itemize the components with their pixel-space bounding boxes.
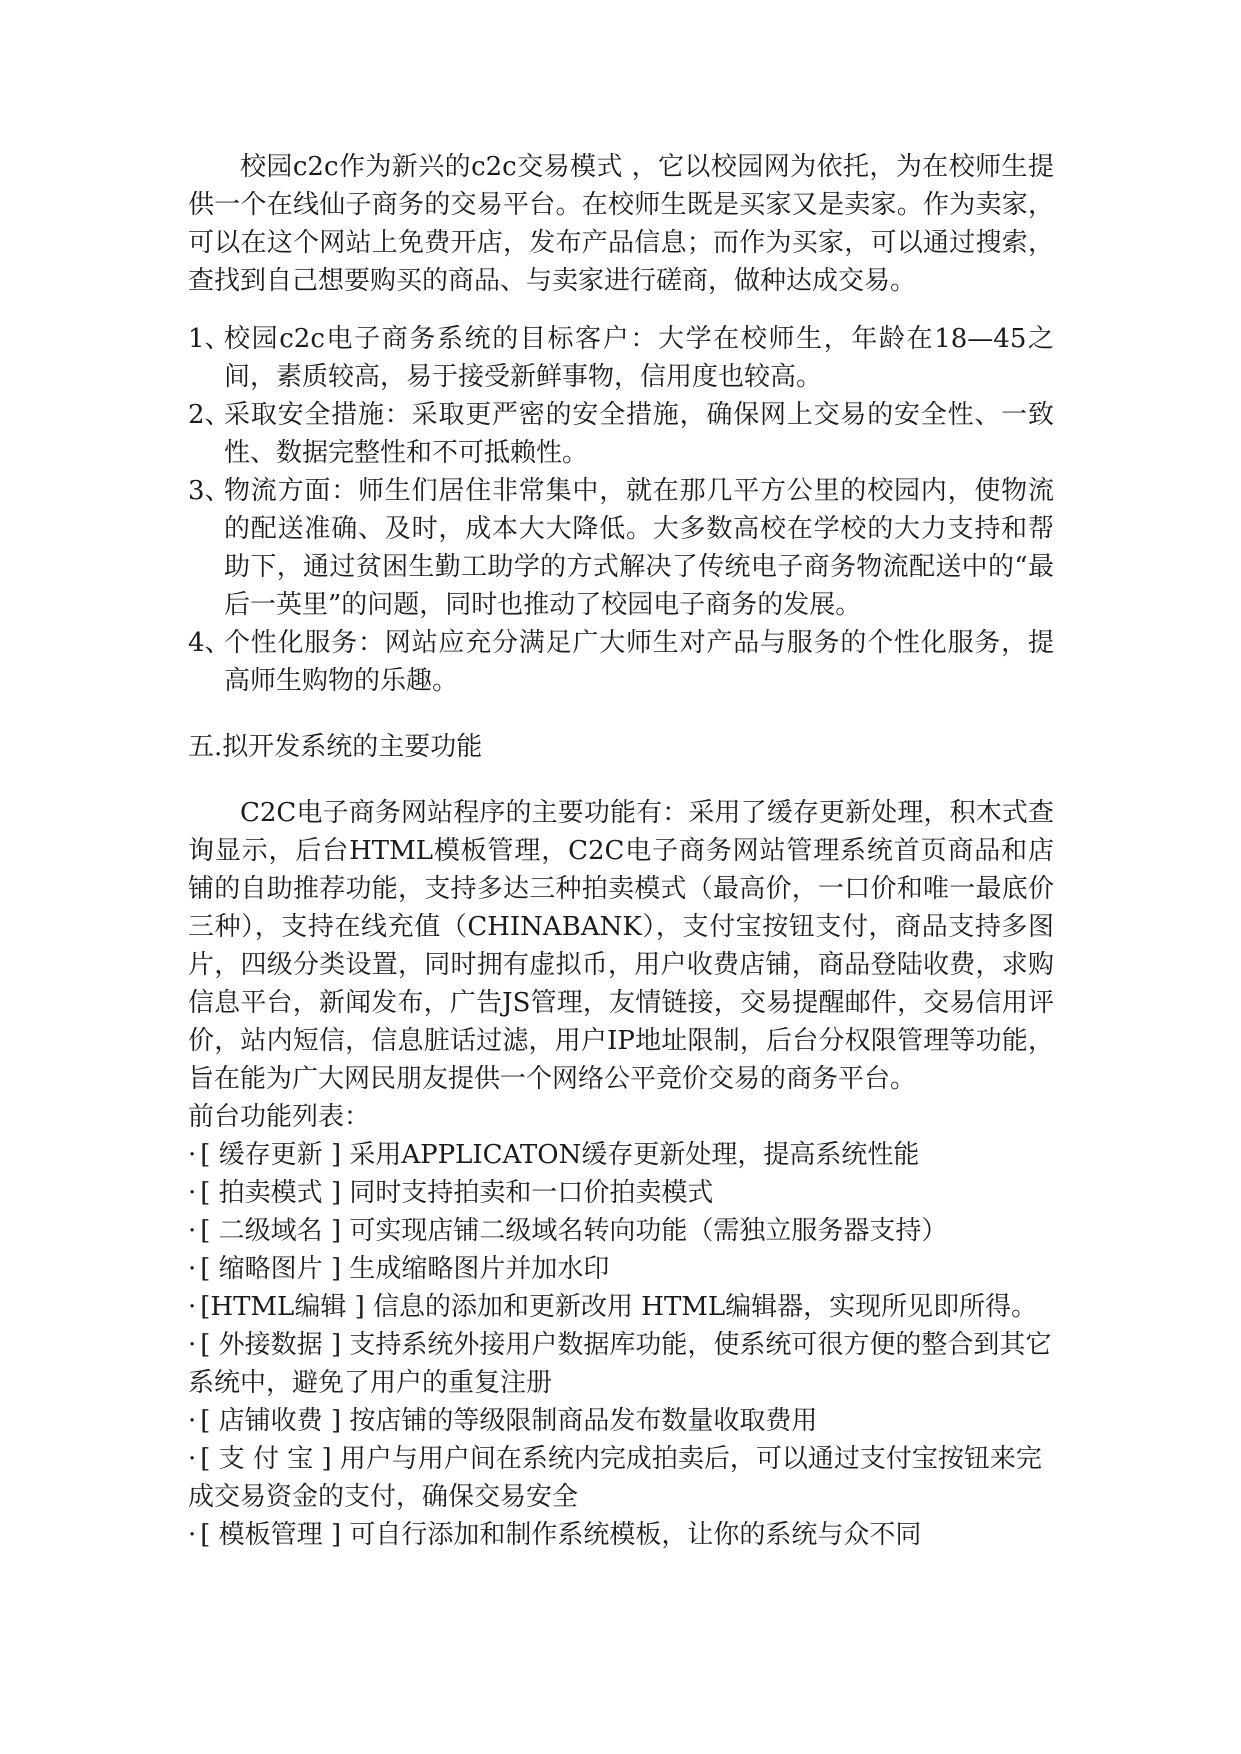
item-text: 校园c2c电子商务系统的目标客户：大学在校师生，年龄在18—45之间，素质较高，易于接受新鲜事物，信用度也较高。	[224, 324, 1054, 392]
feature-item	[188, 1250, 1054, 1288]
bullet-icon: ·	[188, 1216, 197, 1246]
feature-desc: 生成缩略图片并加水印	[349, 1254, 610, 1284]
functions-paragraph: C2C电子商务网站程序的主要功能有：采用了缓存更新处理，积木式查询显示，后台HTML模板管理，C2C电子商务网站管理系统首页商品和店铺的自助推荐功能，支持多达三种拍卖模式（最高价，一口价和唯一最底价三种），支持在线充值（CHINABANK），支付宝按钮支付，商品支持多图片，四级分类设置，同时拥有虚拟币，用户收费店铺，商品登陆收费，求购信息平台，新闻发布，广告JS管理，友情链接，交易提醒邮件，交易信用评价，站内短信，信息脏话过滤，用户IP地址限制，后台分权限管理等功能，旨在能为广大网民朋友提供一个网络公平竞价交易的商务平台。	[188, 798, 1054, 1094]
feature-name: [ 缓存更新 ]	[200, 1140, 342, 1170]
feature-item	[188, 1440, 1054, 1516]
feature-item	[188, 1212, 1054, 1250]
feature-item	[188, 1174, 1054, 1212]
bullet-icon: ·	[188, 1444, 197, 1474]
feature-desc: 按店铺的等级限制商品发布数量收取费用	[349, 1406, 818, 1436]
feature-desc: 同时支持拍卖和一口价拍卖模式	[349, 1178, 714, 1208]
item-text: 个性化服务：网站应充分满足广大师生对产品与服务的个性化服务，提高师生购物的乐趣。	[224, 628, 1054, 696]
numbered-item	[188, 624, 1054, 700]
bullet-icon: ·	[188, 1140, 197, 1170]
features-label: 前台功能列表：	[188, 1102, 371, 1132]
bullet-icon: ·	[188, 1406, 197, 1436]
bullet-icon: ·	[188, 1292, 197, 1322]
item-number: 4、	[188, 628, 231, 658]
spacer	[188, 300, 1054, 320]
spacer	[188, 700, 1054, 728]
section-heading: 五.拟开发系统的主要功能	[188, 732, 483, 762]
numbered-item	[188, 320, 1054, 396]
item-text: 物流方面：师生们居住非常集中，就在那几平方公里的校园内，使物流的配送准确、及时，成本大大降低。大多数高校在学校的大力支持和帮助下，通过贫困生勤工助学的方式解决了传统电子商务物流配送中的“最后一英里”的问题，同时也推动了校园电子商务的发展。	[224, 476, 1054, 620]
item-number: 1、	[188, 324, 231, 354]
bullet-icon: ·	[188, 1330, 197, 1360]
feature-desc: 可自行添加和制作系统模板，让你的系统与众不同	[349, 1520, 922, 1550]
feature-desc: 采用APPLICATON缓存更新处理，提高系统性能	[349, 1140, 920, 1170]
item-text: 采取安全措施：采取更严密的安全措施，确保网上交易的安全性、一致性、数据完整性和不可抵赖性。	[224, 400, 1054, 468]
spacer	[188, 766, 1054, 794]
feature-item	[188, 1402, 1054, 1440]
feature-desc: 支持系统外接用户数据库功能，使系统可很方便的整合到其它系统中，避免了用户的重复注册	[188, 1330, 1052, 1398]
bullet-icon: ·	[188, 1254, 197, 1284]
feature-name: [ 二级域名 ]	[200, 1216, 342, 1246]
feature-item	[188, 1288, 1054, 1326]
numbered-item	[188, 472, 1054, 624]
feature-item	[188, 1326, 1054, 1402]
feature-list	[188, 1136, 1054, 1554]
numbered-item	[188, 396, 1054, 472]
feature-desc: 用户与用户间在系统内完成拍卖后，可以通过支付宝按钮来完成交易资金的支付，确保交易安全	[188, 1444, 1042, 1512]
feature-name: [ 外接数据 ]	[200, 1330, 342, 1360]
bullet-icon: ·	[188, 1520, 197, 1550]
feature-name: [ 支 付 宝 ]	[200, 1444, 332, 1474]
item-number: 2、	[188, 400, 231, 430]
feature-name: [ 缩略图片 ]	[200, 1254, 342, 1284]
bullet-icon: ·	[188, 1178, 197, 1208]
document-page	[188, 148, 1054, 1554]
feature-desc: 可实现店铺二级域名转向功能（需独立服务器支持）	[349, 1216, 948, 1246]
item-number: 3、	[188, 476, 231, 506]
feature-item	[188, 1136, 1054, 1174]
feature-name: [ 模板管理 ]	[200, 1520, 342, 1550]
feature-name: [ 店铺收费 ]	[200, 1406, 342, 1436]
numbered-list	[188, 320, 1054, 700]
intro-paragraph: 校园c2c作为新兴的c2c交易模式 ，它以校园网为依托，为在校师生提供一个在线仙子商务的交易平台。在校师生既是买家又是卖家。作为卖家，可以在这个网站上免费开店，发布产品信息；而作为买家，可以通过搜索，查找到自己想要购买的商品、与卖家进行磋商，做种达成交易。	[188, 152, 1054, 296]
feature-name: [HTML编辑 ]	[200, 1292, 365, 1322]
feature-desc: 信息的添加和更新改用 HTML编辑器，实现所见即所得。	[373, 1292, 1038, 1322]
feature-name: [ 拍卖模式 ]	[200, 1178, 342, 1208]
feature-item	[188, 1516, 1054, 1554]
